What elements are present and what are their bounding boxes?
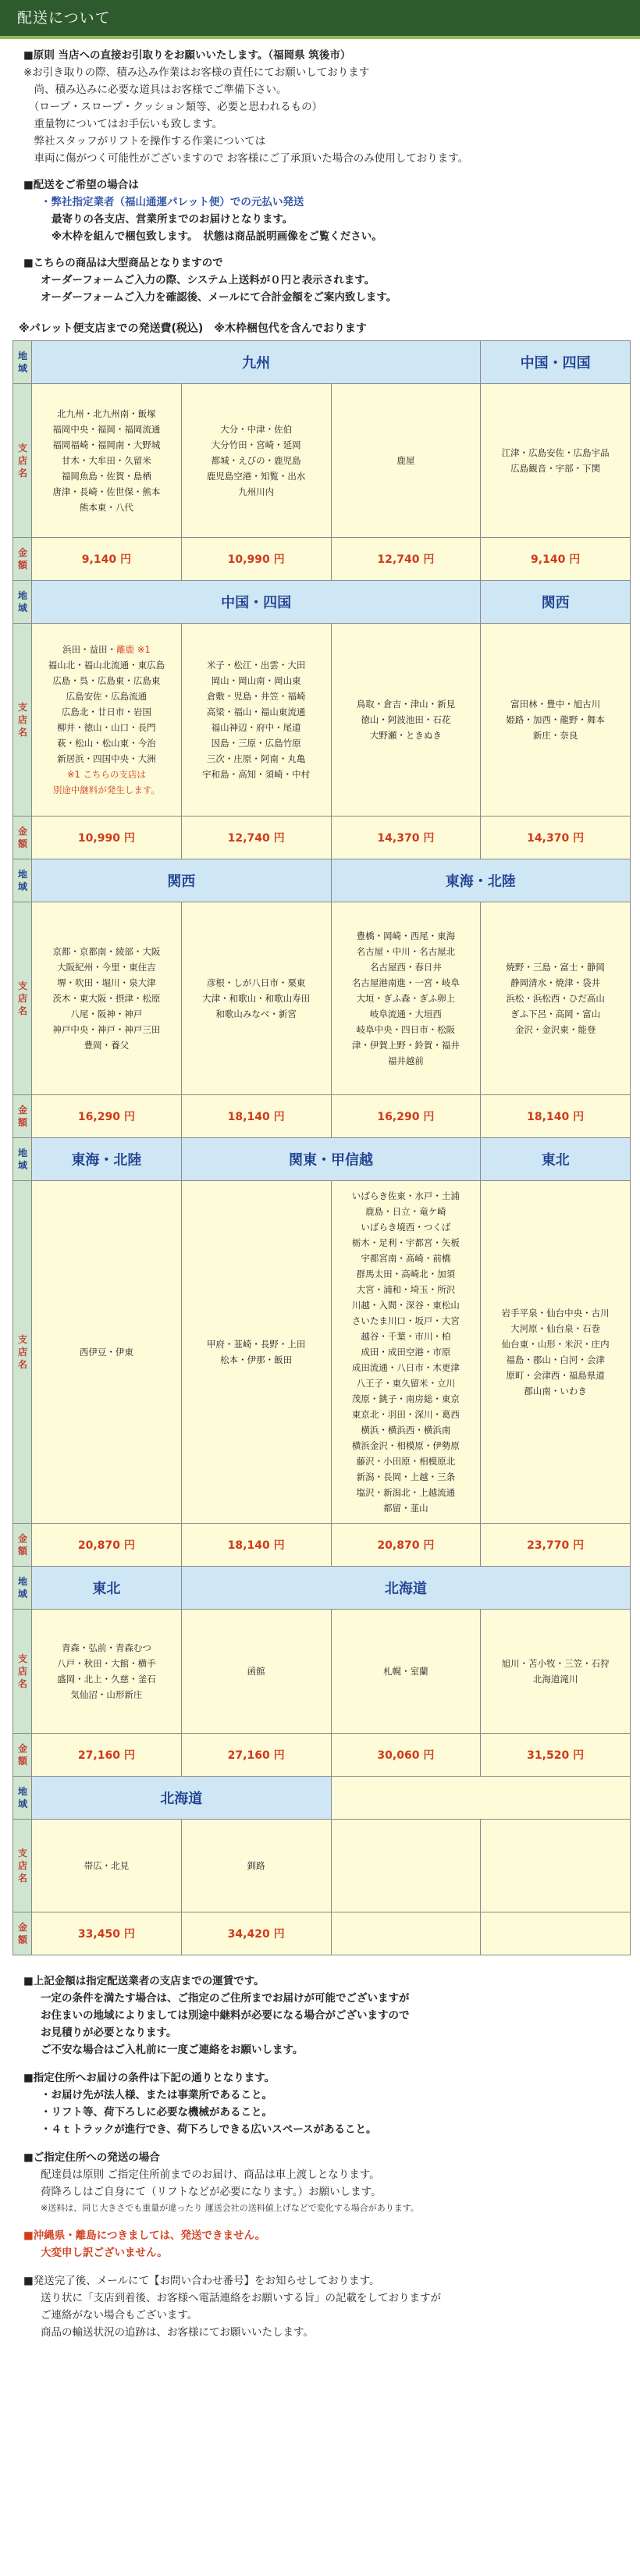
- pickup-line: 弊社スタッフがリフトを操作する作業については: [23, 135, 266, 148]
- note-tracking-title: ■発送完了後、メールにて【お問い合わせ番号】をお知らせしております。: [23, 2275, 380, 2287]
- branch-name: 八尾・阪神・神戸: [70, 1009, 143, 1019]
- branch-name: 青森・弘前・青森むつ: [61, 1642, 151, 1653]
- row-label: 支 店 名: [13, 1181, 32, 1524]
- branch-name: 群馬太田・高崎北・加須: [356, 1268, 456, 1279]
- branch-list: [481, 624, 631, 817]
- branch-name: 成田流通・八日市・木更津: [351, 1362, 460, 1373]
- branch-name: 徳山・阿波池田・石花: [361, 714, 451, 725]
- branch-row: [13, 1610, 631, 1734]
- large-item-title: ■こちらの商品は大型商品となりますので: [23, 257, 223, 269]
- row-label: 金 額: [13, 1912, 32, 1955]
- price-row: [13, 1912, 631, 1955]
- branch-name: 福井越前: [387, 1055, 424, 1066]
- price-value: 18,140 円: [481, 1095, 631, 1138]
- branch-list: [181, 902, 331, 1095]
- price-value: 16,290 円: [32, 1095, 182, 1138]
- branch-row: [13, 384, 631, 538]
- branch-name: 札幌・室蘭: [383, 1666, 428, 1677]
- empty-cell: [331, 1820, 481, 1912]
- region-name: 関西: [481, 581, 631, 624]
- branch-name: 旭川・苫小牧・三笠・石狩: [501, 1658, 610, 1669]
- note-address-delivery-title: ■ご指定住所への発送の場合: [23, 2151, 160, 2164]
- branch-name: 静岡清水・焼津・袋井: [510, 977, 601, 988]
- branch-name: 原町・会津西・福島県道: [506, 1370, 605, 1381]
- branch-name: 岐阜中央・四日市・松阪: [356, 1024, 456, 1035]
- branch-name: 広島観音・宇部・下関: [510, 463, 601, 474]
- row-label: 支 店 名: [13, 902, 32, 1095]
- branch-name: 大分竹田・宮崎・延岡: [211, 439, 301, 450]
- branch-name: 柳井・徳山・山口・長門: [57, 722, 156, 733]
- branch-name: 鹿児島空港・知覧・出水: [206, 471, 306, 482]
- branch-name: 姫路・加西・龍野・舞本: [506, 714, 605, 725]
- region-name: 東海・北陸: [32, 1138, 182, 1181]
- branch-name: 広島安佐・広島流通: [66, 691, 148, 702]
- branch-list: [331, 1610, 481, 1734]
- branch-name: 岐阜流通・大垣西: [369, 1009, 442, 1019]
- price-value: 12,740 円: [331, 538, 481, 581]
- empty-cell: [481, 1912, 631, 1955]
- branch-list: [32, 384, 182, 538]
- branch-row: [13, 1181, 631, 1524]
- region-name: 北海道: [32, 1777, 332, 1820]
- large-item-line: オーダーフォームご入力の際、システム上送料が０円と表示されます。: [41, 274, 375, 286]
- branch-name: 栃木・足利・宇都宮・矢板: [351, 1237, 460, 1248]
- branch-name: 焼野・三島・富士・静岡: [506, 962, 605, 973]
- branch-name: 米子・松江・出雲・大田: [206, 660, 306, 671]
- branch-name: 福島・郡山・白河・会津: [506, 1354, 605, 1365]
- branch-name: 大河原・仙台泉・石巻: [510, 1323, 601, 1334]
- branch-list: [32, 1610, 182, 1734]
- branch-name: 彦根・しが八日市・栗東: [206, 977, 306, 988]
- branch-name: 函館: [247, 1666, 265, 1677]
- branch-list: [32, 1181, 182, 1524]
- branch-name: 都城・えびの・鹿児島: [211, 455, 301, 466]
- branch-name: ※1 こちらの支店は: [66, 769, 146, 780]
- branch-name: 八戸・秋田・大館・横手: [57, 1658, 156, 1669]
- delivery-line: 最寄りの各支店、営業所までのお届けとなります。: [52, 213, 293, 226]
- row-label: 支 店 名: [13, 1820, 32, 1912]
- price-value: 27,160 円: [32, 1734, 182, 1777]
- price-value: 30,060 円: [331, 1734, 481, 1777]
- branch-name: 熊本東・八代: [79, 502, 133, 513]
- empty-cell: [331, 1777, 631, 1820]
- page-title: 配送について: [0, 0, 640, 39]
- branch-name: 広島・呉・広島東・広島東: [52, 675, 161, 686]
- shipping-rate-table: [12, 340, 631, 1955]
- price-value: 10,990 円: [181, 538, 331, 581]
- branch-name: 大野瀬・ときぬき: [369, 730, 442, 741]
- branch-name: 鹿屋: [396, 455, 415, 466]
- branch-name: 三次・庄原・阿南・丸亀: [206, 753, 306, 764]
- region-row: [13, 1567, 631, 1610]
- note-rate-basis: [23, 1973, 624, 2058]
- row-label: 地 域: [13, 581, 32, 624]
- region-row: [13, 581, 631, 624]
- branch-list: [32, 902, 182, 1095]
- row-label: 金 額: [13, 1095, 32, 1138]
- branch-name: 津・伊賀上野・鈴賀・福井: [351, 1040, 460, 1051]
- price-row: [13, 1734, 631, 1777]
- branch-name: 甘木・大牟田・久留米: [61, 455, 151, 466]
- price-value: 20,870 円: [32, 1524, 182, 1567]
- branch-list: [481, 902, 631, 1095]
- region-name: 九州: [32, 341, 481, 384]
- branch-name: 倉敷・児島・井笠・福崎: [206, 691, 306, 702]
- pickup-line: ※お引き取りの際、積み込み作業はお客様の責任にてお願いしております: [23, 66, 370, 79]
- branch-name: 都留・韮山: [383, 1503, 428, 1514]
- relay-fee-marker: 離鹿 ※1: [116, 644, 151, 655]
- branch-name: 京都・京都南・綾部・大阪: [52, 946, 161, 957]
- row-label: 支 店 名: [13, 624, 32, 817]
- branch-name: 鳥取・倉吉・津山・新見: [356, 699, 456, 710]
- branch-name: 福岡中央・福岡・福岡流通: [52, 424, 161, 435]
- branch-name: 茨木・東大阪・摂津・松原: [52, 993, 161, 1004]
- branch-name: 西伊豆・伊東: [79, 1347, 133, 1357]
- pickup-line: 車両に傷がつく可能性がございますので お客様にご了承頂いた場合のみ使用しております。: [23, 152, 469, 165]
- branch-name: 萩・松山・松山東・今治: [57, 738, 156, 749]
- note-tracking-line: 商品の輸送状況の追跡は、お客様にてお願いいたします。: [41, 2326, 314, 2339]
- large-item-details: [23, 272, 624, 306]
- price-value: 33,450 円: [32, 1912, 182, 1955]
- row-label: 金 額: [13, 817, 32, 859]
- branch-name: 名古屋港南進・一宮・岐阜: [351, 977, 460, 988]
- branch-name: いばらき佐東・水戸・土浦: [351, 1190, 460, 1201]
- note-small-print: ※送料は、同じ大きさでも重量が違ったり 運送会社の送料値上げなどで変化する場合があります。: [41, 2203, 419, 2213]
- branch-name: 福岡福崎・福岡南・大野城: [52, 439, 161, 450]
- pickup-details: [23, 64, 624, 167]
- branch-name: 宇和島・高知・須崎・中村: [202, 769, 311, 780]
- delivery-title: ■配送をご希望の場合は: [23, 179, 139, 191]
- branch-list: [481, 1610, 631, 1734]
- branch-name: 気仙沼・山形新庄: [70, 1689, 143, 1700]
- branch-name: 唐津・長崎・佐世保・熊本: [52, 486, 161, 497]
- branch-name: 松本・伊那・飯田: [220, 1354, 293, 1365]
- branch-name: 鹿島・日立・竜ケ崎: [365, 1206, 446, 1217]
- row-label: 金 額: [13, 538, 32, 581]
- region-row: [13, 859, 631, 902]
- note-tracking-line: ご連絡がない場合もございます。: [41, 2309, 198, 2322]
- branch-name: 堺・吹田・堀川・泉大津: [57, 977, 156, 988]
- branch-list: [181, 1610, 331, 1734]
- large-item-line: オーダーフォームご入力を確認後、メールにて合計金額をご案内致します。: [41, 291, 397, 304]
- note-address-delivery: [23, 2149, 624, 2216]
- note-address-delivery-line: 荷降ろしはご自身にて（リフトなどが必要になります。）お願いします。: [41, 2186, 382, 2198]
- price-value: 34,420 円: [181, 1912, 331, 1955]
- branch-name: 大津・和歌山・和歌山寿田: [202, 993, 311, 1004]
- delivery-line: ※木枠を組んで梱包致します。 状態は商品説明画像をご覧ください。: [52, 230, 382, 243]
- branch-name: 藤沢・小田原・相模原北: [356, 1456, 456, 1467]
- pickup-title: ■原則 当店への直接お引取りをお願いいたします。（福岡県 筑後市）: [23, 49, 351, 62]
- note-rate-basis-line: お住まいの地域によりましては別途中継料が必要になる場合がございますので: [41, 2009, 410, 2022]
- price-value: 27,160 円: [181, 1734, 331, 1777]
- branch-name: 東京北・羽田・深川・葛西: [351, 1409, 460, 1420]
- region-row: [13, 1777, 631, 1820]
- price-row: [13, 538, 631, 581]
- note-okinawa-apology: 大変申し訳ございません。: [41, 2247, 168, 2259]
- empty-cell: [331, 1912, 481, 1955]
- branch-name: いばらき境西・つくば: [361, 1222, 451, 1233]
- branch-name: 別途中継料が発生します。: [52, 785, 160, 795]
- note-okinawa: [23, 2227, 624, 2261]
- branch-name: さいたま川口・坂戸・大宮: [351, 1315, 460, 1326]
- branch-row: [13, 1820, 631, 1912]
- branch-row: [13, 902, 631, 1095]
- note-address-delivery-line: 配達員は原則 ご指定住所前までのお届け、商品は車上渡しとなります。: [41, 2169, 380, 2181]
- branch-name: 新潟・長岡・上越・三条: [356, 1471, 456, 1482]
- branch-name: 和歌山みなべ・新宮: [215, 1009, 297, 1019]
- delivery-details: [23, 211, 624, 245]
- note-tracking-line: 送り状に「支店到着後、お客様へ電話連絡をお願いする旨」の記載をしておりますが: [41, 2292, 441, 2304]
- row-label: 地 域: [13, 1567, 32, 1610]
- branch-name: 金沢・金沢東・能登: [514, 1024, 596, 1035]
- region-name: 東海・北陸: [331, 859, 631, 902]
- note-rate-basis-line: ご不安な場合はご入札前に一度ご連絡をお願いします。: [41, 2044, 304, 2056]
- branch-name: 名古屋西・春日井: [369, 962, 442, 973]
- branch-list: [331, 902, 481, 1095]
- price-value: 18,140 円: [181, 1524, 331, 1567]
- row-label: 地 域: [13, 1777, 32, 1820]
- branch-name: 名古屋・中川・名古屋北: [356, 946, 456, 957]
- branch-name: 大宮・浦和・埼玉・所沢: [356, 1284, 456, 1295]
- price-value: 9,140 円: [481, 538, 631, 581]
- region-row: [13, 341, 631, 384]
- branch-name: 茂原・銚子・南房総・東京: [351, 1393, 460, 1404]
- branch-name: 新庄・奈良: [532, 730, 578, 741]
- price-value: 9,140 円: [32, 538, 182, 581]
- note-address-conditions-line: ・リフト等、荷下ろしに必要な機械があること。: [41, 2106, 272, 2119]
- branch-name: 横浜・横浜西・横浜南: [361, 1425, 451, 1436]
- price-value: 16,290 円: [331, 1095, 481, 1138]
- note-rate-basis-title: ■上記金額は指定配送業者の支店までの運賃です。: [23, 1975, 265, 1987]
- branch-name: 広島北・廿日市・岩国: [61, 706, 151, 717]
- branch-name: 福山神辺・府中・尾道: [211, 722, 301, 733]
- branch-name: 江津・広島安佐・広島宇品: [501, 447, 610, 458]
- price-value: 31,520 円: [481, 1734, 631, 1777]
- note-okinawa-title: ■沖縄県・離島につきましては、発送できません。: [23, 2229, 266, 2242]
- note-address-conditions: [23, 2069, 624, 2138]
- branch-list: [481, 384, 631, 538]
- branch-list: [181, 1181, 331, 1524]
- branch-name: 岩手平泉・仙台中央・古川: [501, 1308, 610, 1318]
- branch-list: [331, 1181, 481, 1524]
- row-label: 金 額: [13, 1734, 32, 1777]
- branch-name: 大垣・ぎふ森・ぎふ卵上: [356, 993, 456, 1004]
- row-label: 支 店 名: [13, 1610, 32, 1734]
- branch-name: 帯広・北見: [84, 1860, 130, 1871]
- branch-name: 岡山・岡山南・岡山東: [211, 675, 301, 686]
- price-row: [13, 817, 631, 859]
- region-row: [13, 1138, 631, 1181]
- branch-name: 仙台東・山形・米沢・庄内: [501, 1339, 610, 1350]
- branch-name: 高梁・福山・福山東流通: [206, 706, 306, 717]
- branch-name: 九州川内: [238, 486, 275, 497]
- branch-name: 富田林・豊中・旭古川: [510, 699, 601, 710]
- intro-section: [8, 39, 632, 306]
- branch-name: 越谷・千葉・市川・柏: [361, 1331, 451, 1342]
- branch-name: 浜松・浜松西・ひだ高山: [506, 993, 605, 1004]
- branch-name: 浜田・益田・離鹿 ※1: [62, 644, 151, 655]
- branch-name: 盛岡・北上・久慈・釜石: [57, 1674, 156, 1685]
- branch-name: 因島・三原・広島竹原: [211, 738, 301, 749]
- branch-list: [331, 624, 481, 817]
- region-name: 中国・四国: [481, 341, 631, 384]
- branch-list: [181, 384, 331, 538]
- price-value: 10,990 円: [32, 817, 182, 859]
- region-name: 中国・四国: [32, 581, 481, 624]
- row-label: 地 域: [13, 1138, 32, 1181]
- branch-list: [32, 624, 182, 817]
- row-label: 地 域: [13, 859, 32, 902]
- price-value: 18,140 円: [181, 1095, 331, 1138]
- delivery-carrier: ・弊社指定業者（福山通運パレット便）での元払い発送: [41, 196, 304, 208]
- price-value: 12,740 円: [181, 817, 331, 859]
- branch-name: 成田・成田空港・市原: [361, 1347, 451, 1357]
- price-value: 23,770 円: [481, 1524, 631, 1567]
- price-row: [13, 1095, 631, 1138]
- notes-section: [8, 1955, 632, 2341]
- pickup-line: 尚、積み込みに必要な道具はお客様でご準備下さい。: [23, 84, 287, 96]
- region-name: 北海道: [181, 1567, 630, 1610]
- branch-name: 北九州・北九州南・飯塚: [57, 408, 156, 419]
- branch-name: 甲府・韮崎・長野・上田: [206, 1339, 306, 1350]
- note-address-conditions-line: ・お届け先が法人様、または事業所であること。: [41, 2089, 272, 2101]
- branch-name: 郡山南・いわき: [524, 1386, 587, 1397]
- pickup-line: （ロープ・スロープ・クッション類等、必要と思われるもの）: [23, 101, 323, 113]
- branch-name: 北海道滝川: [532, 1674, 578, 1685]
- price-value: 20,870 円: [331, 1524, 481, 1567]
- branch-name: 宇都宮南・高崎・前橋: [361, 1253, 451, 1264]
- note-address-conditions-title: ■指定住所へお届けの条件は下記の通りとなります。: [23, 2072, 276, 2084]
- rate-table-heading: ※パレット便支店までの発送費(税込) ※木枠梱包代を含んでおります: [19, 322, 367, 335]
- branch-name: 豊橋・岡崎・西尾・東海: [356, 930, 456, 941]
- branch-list: [181, 1820, 331, 1912]
- branch-list: [481, 1181, 631, 1524]
- branch-name: 横浜金沢・相模原・伊勢原: [351, 1440, 460, 1451]
- branch-name: 大分・中津・佐伯: [220, 424, 293, 435]
- branch-name: 新居浜・四国中央・大洲: [57, 753, 156, 764]
- empty-cell: [481, 1820, 631, 1912]
- branch-list: [331, 384, 481, 538]
- branch-name: 福岡魚島・佐賀・島栖: [61, 471, 151, 482]
- branch-name: 大阪紀州・今里・東住吉: [57, 962, 156, 973]
- note-tracking: [23, 2272, 624, 2341]
- region-name: 東北: [481, 1138, 631, 1181]
- row-label: 支 店 名: [13, 384, 32, 538]
- branch-name: 福山北・福山北流通・東広島: [48, 660, 165, 671]
- region-name: 関西: [32, 859, 332, 902]
- region-name: 関東・甲信越: [181, 1138, 481, 1181]
- note-rate-basis-line: お見積りが必要となります。: [41, 2026, 177, 2039]
- branch-name: 塩沢・新潟北・上越流通: [356, 1487, 456, 1498]
- branch-name: 釧路: [247, 1860, 265, 1871]
- row-label: 地 域: [13, 341, 32, 384]
- price-row: [13, 1524, 631, 1567]
- branch-list: [32, 1820, 182, 1912]
- branch-name: 川越・入間・深谷・東松山: [351, 1300, 460, 1311]
- price-value: 14,370 円: [481, 817, 631, 859]
- note-address-conditions-line: ・４ｔトラックが進行でき、荷下ろしできる広いスペースがあること。: [41, 2123, 377, 2136]
- pickup-line: 重量物についてはお手伝いも致します。: [23, 118, 223, 130]
- branch-name: 神戸中央・神戸・神戸三田: [52, 1024, 161, 1035]
- branch-row: [13, 624, 631, 817]
- branch-name: ぎふ下呂・高岡・富山: [510, 1009, 601, 1019]
- branch-name: 豊岡・養父: [84, 1040, 130, 1051]
- row-label: 金 額: [13, 1524, 32, 1567]
- branch-name: 八王子・東久留米・立川: [356, 1378, 456, 1389]
- region-name: 東北: [32, 1567, 182, 1610]
- note-rate-basis-line: 一定の条件を満たす場合は、ご指定のご住所までお届けが可能でございますが: [41, 1992, 410, 2005]
- price-value: 14,370 円: [331, 817, 481, 859]
- branch-list: [181, 624, 331, 817]
